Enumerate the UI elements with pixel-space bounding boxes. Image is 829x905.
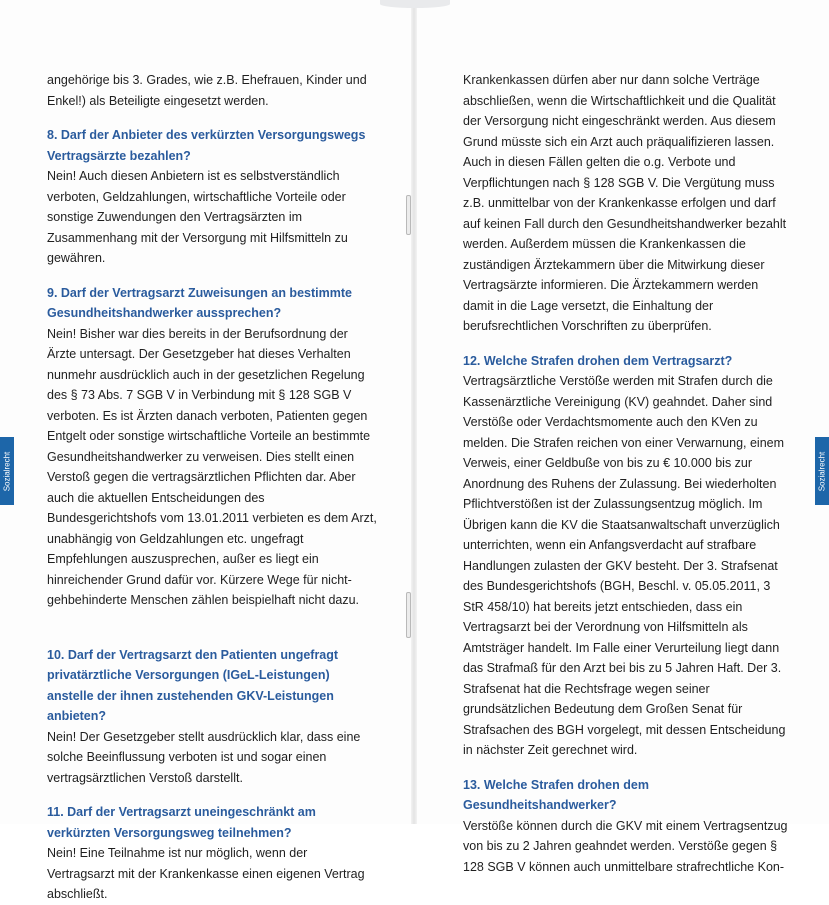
left-column xyxy=(47,70,377,905)
section-heading: 9. Darf der Vertragsarzt Zuweisungen an bestimmte Gesundheitshandwerker aussprechen? xyxy=(47,285,352,320)
section-heading: 13. Welche Strafen drohen dem Gesundheitshandwerker? xyxy=(463,777,649,812)
binding-shadow xyxy=(380,0,450,8)
body-paragraph: angehörige bis 3. Grades, wie z.B. Ehefrauen, Kinder und Enkel!) als Beteiligte eingesetzt werden. xyxy=(47,73,367,108)
section-tab-right xyxy=(815,437,829,505)
body-paragraph: Krankenkassen dürfen aber nur dann solche Verträge abschließen, wenn die Wirtschaftlichkeit und die Qualität der Versorgung nicht eingeschränkt werden. Aus diesem Grund müsste sich ein Arzt auch präqualifizieren lassen. Auch in diesen Fällen gelten die o.g. Verbote und Verpflichtungen nach § 128 SGB V. Die Vergütung muss z.B. unmittelbar von der Krankenkasse erfolgen und darf auf keinen Fall durch den Gesundheitshandwerker bezahlt werden. Außerdem müssen die Krankenkassen die zuständigen Ärztekammern über die Mitwirkung dieser Vertragsärzte informieren. Die Ärztekammern werden damit in die Lage versetzt, die Einhaltung der berufsrechtlichen Vorschriften zu überprüfen. xyxy=(463,73,787,333)
section-tab-label: Sozialrecht xyxy=(2,451,12,491)
body-paragraph: Nein! Auch diesen Anbietern ist es selbstverständlich verboten, Geldzahlungen, wirtschaftliche Vorteile oder sonstige Zuwendungen den Vertragsärzten im Zusammenhang mit der Versorgung mit Hilfsmitteln zu gewähren. xyxy=(47,169,348,265)
section-heading: 11. Darf der Vertragsarzt uneingeschränkt am verkürzten Versorgungsweg teilnehmen? xyxy=(47,805,316,840)
spacer xyxy=(47,111,377,125)
spacer xyxy=(463,337,788,351)
section-tab-label: Sozialrecht xyxy=(817,451,827,491)
section-heading: 10. Darf der Vertragsarzt den Patienten ungefragt privatärztliche Versorgungen (IGeL-Leistungen) anstelle der ihnen zustehenden GKV-Leistungen anbieten? xyxy=(47,647,339,723)
body-paragraph: Nein! Eine Teilnahme ist nur möglich, wenn der Vertragsarzt mit der Krankenkasse einen eigenen Vertrag abschließt. xyxy=(47,846,365,901)
section-heading: 8. Darf der Anbieter des verkürzten Versorgungswegs Vertragsärzte bezahlen? xyxy=(47,128,366,163)
right-column xyxy=(463,70,788,877)
staple-bottom xyxy=(406,592,411,638)
spacer xyxy=(47,611,377,645)
staple-top xyxy=(406,195,411,235)
page-gutter xyxy=(411,0,417,824)
spacer xyxy=(463,761,788,775)
section-heading: 12. Welche Strafen drohen dem Vertragsarzt? xyxy=(463,353,733,368)
spacer xyxy=(47,788,377,802)
spacer xyxy=(47,269,377,283)
body-paragraph: Vertragsärztliche Verstöße werden mit Strafen durch die Kassenärztliche Vereinigung (KV) geahndet. Daher sind Verstöße oder Verdachtsmomente auch den KVen zu melden. Die Strafen reichen von einer Verwarnung, einem Verweis, einer Geldbuße von bis zu € 10.000 bis zur Anordnung des Ruhens der Zulassung. Bei wiederholten Pflichtverstößen ist der Zulassungsentzug möglich. Im Übrigen kann die KV die Staatsanwaltschaft unverzüglich unterrichten, wenn ein Anfangsverdacht auf strafbare Handlungen zulasten der GKV besteht. Der 3. Strafsenat des Bundesgerichtshofs (BGH, Beschl. v. 05.05.2011, 3 StR 458/10) hat bereits jetzt entschieden, dass ein Vertragsarzt bei der Verordnung von Hilfsmitteln als Amtsträger handelt. Im Falle einer Verurteilung liegt dann das Strafmaß für den Arzt bei bis zu 5 Jahren Haft. Der 3. Strafsenat hat die Rechtsfrage wegen seiner grundsätzlichen Bedeutung dem Großen Senat für Strafsachen des BGH vorgelegt, mit dessen Entscheidung in nächster Zeit gerechnet wird. xyxy=(463,374,786,757)
body-paragraph: Verstöße können durch die GKV mit einem Vertragsentzug von bis zu 2 Jahren geahndet werden. Verstöße gegen § 128 SGB V können auch unmittelbare strafrechtliche Kon- xyxy=(463,818,788,874)
body-paragraph: Nein! Bisher war dies bereits in der Berufsordnung der Ärzte untersagt. Der Gesetzgeber hat dieses Verhalten nunmehr ausdrücklich auch in der gesetzlichen Regelung des § 73 Abs. 7 SGB V in Verbindung mit § 128 SGB V verboten. Es ist Ärzten danach verboten, Patienten gegen Entgelt oder sonstige wirtschaftliche Vorteile an bestimmte Gesundheitshandwerker zu verweisen. Dies stellt einen Verstoß gegen die vertragsärztlichen Pflichten dar. Aber auch die aktuellen Entscheidungen des Bundesgerichtshofs vom 13.01.2011 verbieten es dem Arzt, unabhängig von Geldzahlungen etc. ungefragt Empfehlungen auszusprechen, außer es liegt ein hinreichender Grund dafür vor. Kürzere Wege für nicht-gehbehinderte Menschen zählen beispielhaft nicht dazu. xyxy=(47,326,377,607)
body-paragraph: Nein! Der Gesetzgeber stellt ausdrücklich klar, dass eine solche Beeinflussung verboten ist und sogar einen vertragsärztlichen Verstoß darstellt. xyxy=(47,729,361,785)
section-tab-left xyxy=(0,437,14,505)
